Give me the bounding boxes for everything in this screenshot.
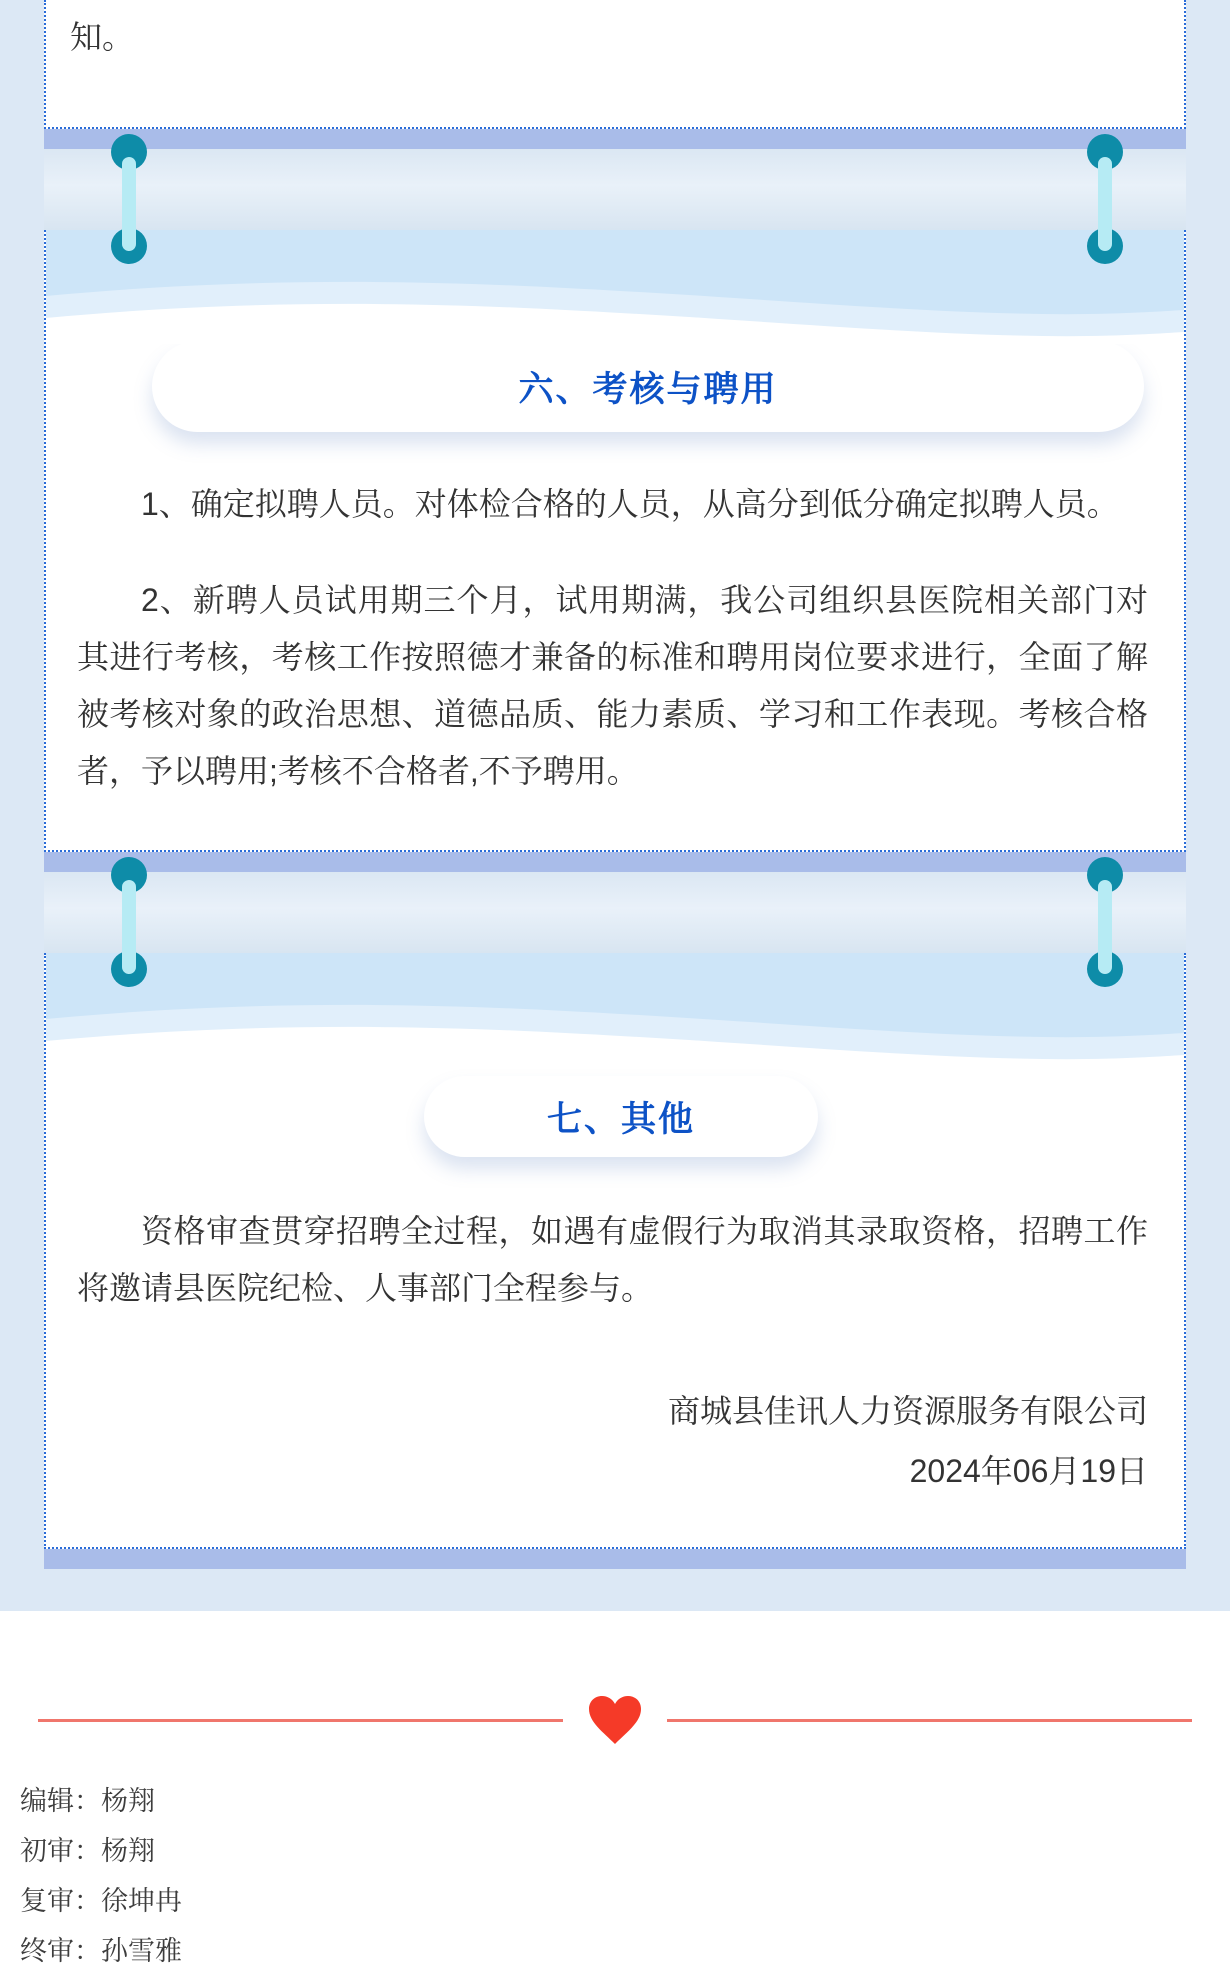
binder-ring-right — [1087, 872, 1123, 987]
binder-gap — [44, 149, 1186, 230]
paragraph: 2、新聘人员试用期三个月，试用期满，我公司组织县医院相关部门对其进行考核，考核工作按照德才兼备的标准和聘用岗位要求进行，全面了解被考核对象的政治思想、道德品质、能力素质、学习和工作表现。考核合格者，予以聘用;考核不合格者,不予聘用。 — [77, 582, 1148, 789]
heart-icon — [587, 1694, 643, 1746]
credit-line: 编辑：杨翔 — [20, 1786, 155, 1816]
ring-connector — [1098, 157, 1112, 251]
divider-line-left — [38, 1719, 563, 1722]
ring-connector — [122, 880, 136, 974]
card-spine — [44, 1549, 1186, 1569]
ring-connector — [122, 157, 136, 251]
signature-block — [77, 1381, 1148, 1547]
credit-line: 初审：杨翔 — [20, 1836, 155, 1866]
section-title: 六、考核与聘用 — [518, 369, 778, 409]
binder-gap — [44, 872, 1186, 953]
section-title-pill — [152, 341, 1144, 432]
card-fragment — [44, 0, 1186, 129]
binder-ring-left — [111, 872, 147, 987]
credit-line: 终审：孙雪雅 — [20, 1936, 182, 1966]
divider-line-right — [667, 1719, 1192, 1722]
footer — [0, 1692, 1230, 1965]
ring-connector — [1098, 880, 1112, 974]
card-spine — [44, 852, 1186, 872]
wave-decoration — [46, 953, 1184, 1067]
signature: 商城县佳讯人力资源服务有限公司 — [667, 1393, 1148, 1429]
signature-date: 2024年06月19日 — [909, 1453, 1148, 1489]
paragraph: 1、确定拟聘人员。对体检合格的人员，从高分到低分确定拟聘人员。 — [141, 486, 1119, 522]
section-card-other — [44, 953, 1186, 1549]
section-body — [46, 476, 1184, 850]
binder-ring-left — [111, 149, 147, 264]
fragment-text: 知。 — [70, 19, 135, 55]
divider — [38, 1692, 1192, 1748]
binder-ring-right — [1087, 149, 1123, 264]
credit-line: 复审：徐坤冉 — [20, 1886, 182, 1916]
card-spine — [44, 129, 1186, 149]
section-title-pill — [424, 1076, 818, 1157]
wave-decoration — [46, 230, 1184, 344]
section-body — [46, 1203, 1184, 1547]
paragraph: 资格审查贯穿招聘全过程，如遇有虚假行为取消其录取资格，招聘工作将邀请县医院纪检、人事部门全程参与。 — [77, 1213, 1148, 1306]
section-card-assessment — [44, 230, 1186, 852]
section-title: 七、其他 — [546, 1099, 695, 1139]
credits — [20, 1788, 1230, 1965]
